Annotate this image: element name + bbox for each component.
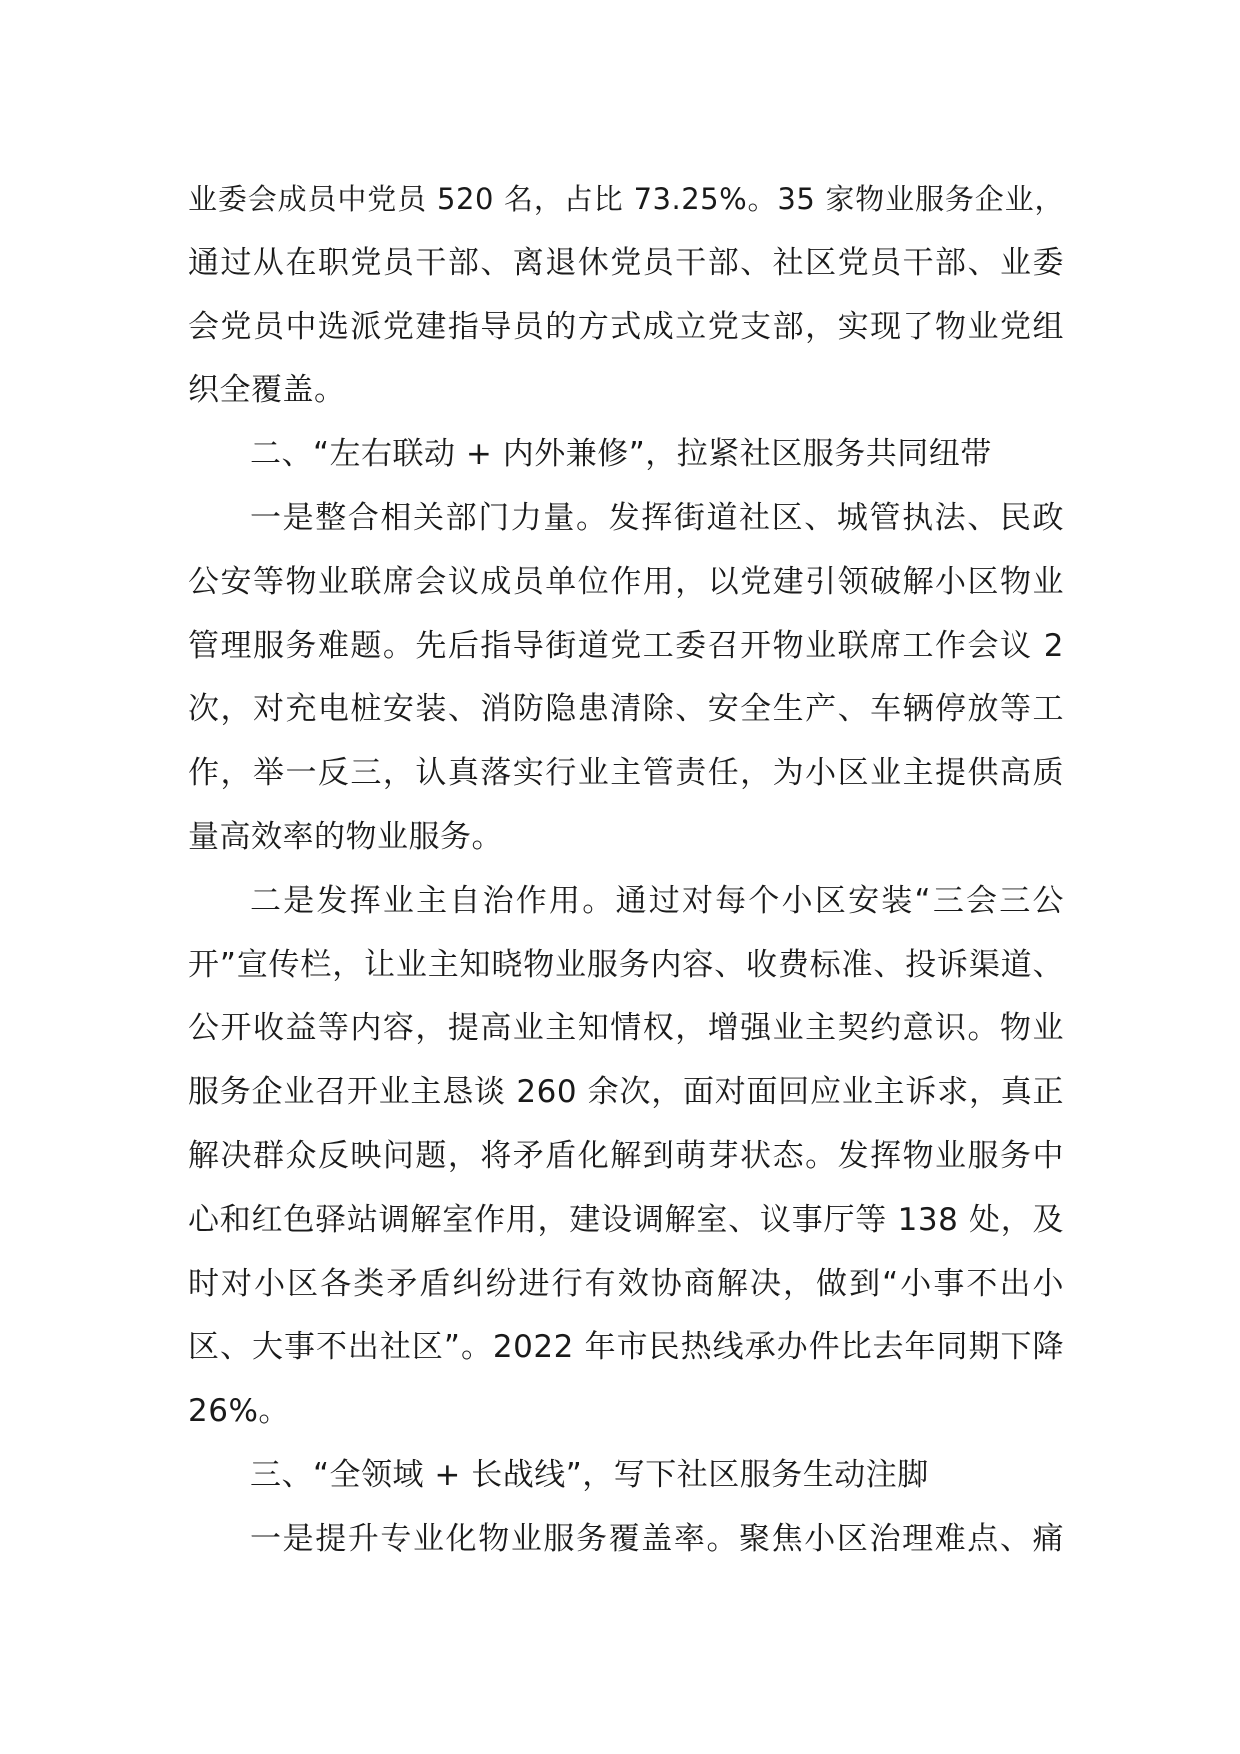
text-line: 二、“左右联动 + 内外兼修”，拉紧社区服务共同纽带 <box>250 436 992 473</box>
text-line: 通过从在职党员干部、离退休党员干部、社区党员干部、业委 <box>188 244 1064 281</box>
text-line: 开”宣传栏，让业主知晓物业服务内容、收费标准、投诉渠道、 <box>188 946 1064 983</box>
text-line: 心和红色驿站调解室作用，建设调解室、议事厅等 138 处，及 <box>188 1201 1064 1238</box>
text-line: 业委会成员中党员 520 名，占比 73.25%。35 家物业服务企业， <box>188 182 1064 216</box>
text-line: 二是发挥业主自治作用。通过对每个小区安装“三会三公 <box>250 882 1064 919</box>
text-line: 作，举一反三，认真落实行业主管责任，为小区业主提供高质 <box>188 755 1064 792</box>
text-line: 公安等物业联席会议成员单位作用，以党建引领破解小区物业 <box>188 563 1064 600</box>
text-line: 26%。 <box>188 1393 290 1430</box>
text-line: 区、大事不出社区”。2022 年市民热线承办件比去年同期下降 <box>188 1329 1064 1366</box>
text-line: 量高效率的物业服务。 <box>188 818 503 855</box>
text-line: 管理服务难题。先后指导街道党工委召开物业联席工作会议 2 <box>188 627 1064 664</box>
text-line: 公开收益等内容，提高业主知情权，增强业主契约意识。物业 <box>188 1010 1064 1047</box>
text-line: 时对小区各类矛盾纠纷进行有效协商解决，做到“小事不出小 <box>188 1265 1064 1302</box>
text-line: 次，对充电桩安装、消防隐患清除、安全生产、车辆停放等工 <box>188 691 1064 728</box>
document-body <box>188 168 1064 1572</box>
text-line: 会党员中选派党建指导员的方式成立党支部，实现了物业党组 <box>188 308 1064 345</box>
text-line: 服务企业召开业主恳谈 260 余次，面对面回应业主诉求，真正 <box>188 1074 1064 1111</box>
text-line: 解决群众反映问题，将矛盾化解到萌芽状态。发挥物业服务中 <box>188 1137 1064 1174</box>
text-line: 三、“全领域 + 长战线”，写下社区服务生动注脚 <box>250 1456 929 1493</box>
text-line: 织全覆盖。 <box>188 372 346 409</box>
text-line: 一是提升专业化物业服务覆盖率。聚焦小区治理难点、痛 <box>250 1520 1064 1557</box>
text-line: 一是整合相关部门力量。发挥街道社区、城管执法、民政 <box>250 499 1064 536</box>
